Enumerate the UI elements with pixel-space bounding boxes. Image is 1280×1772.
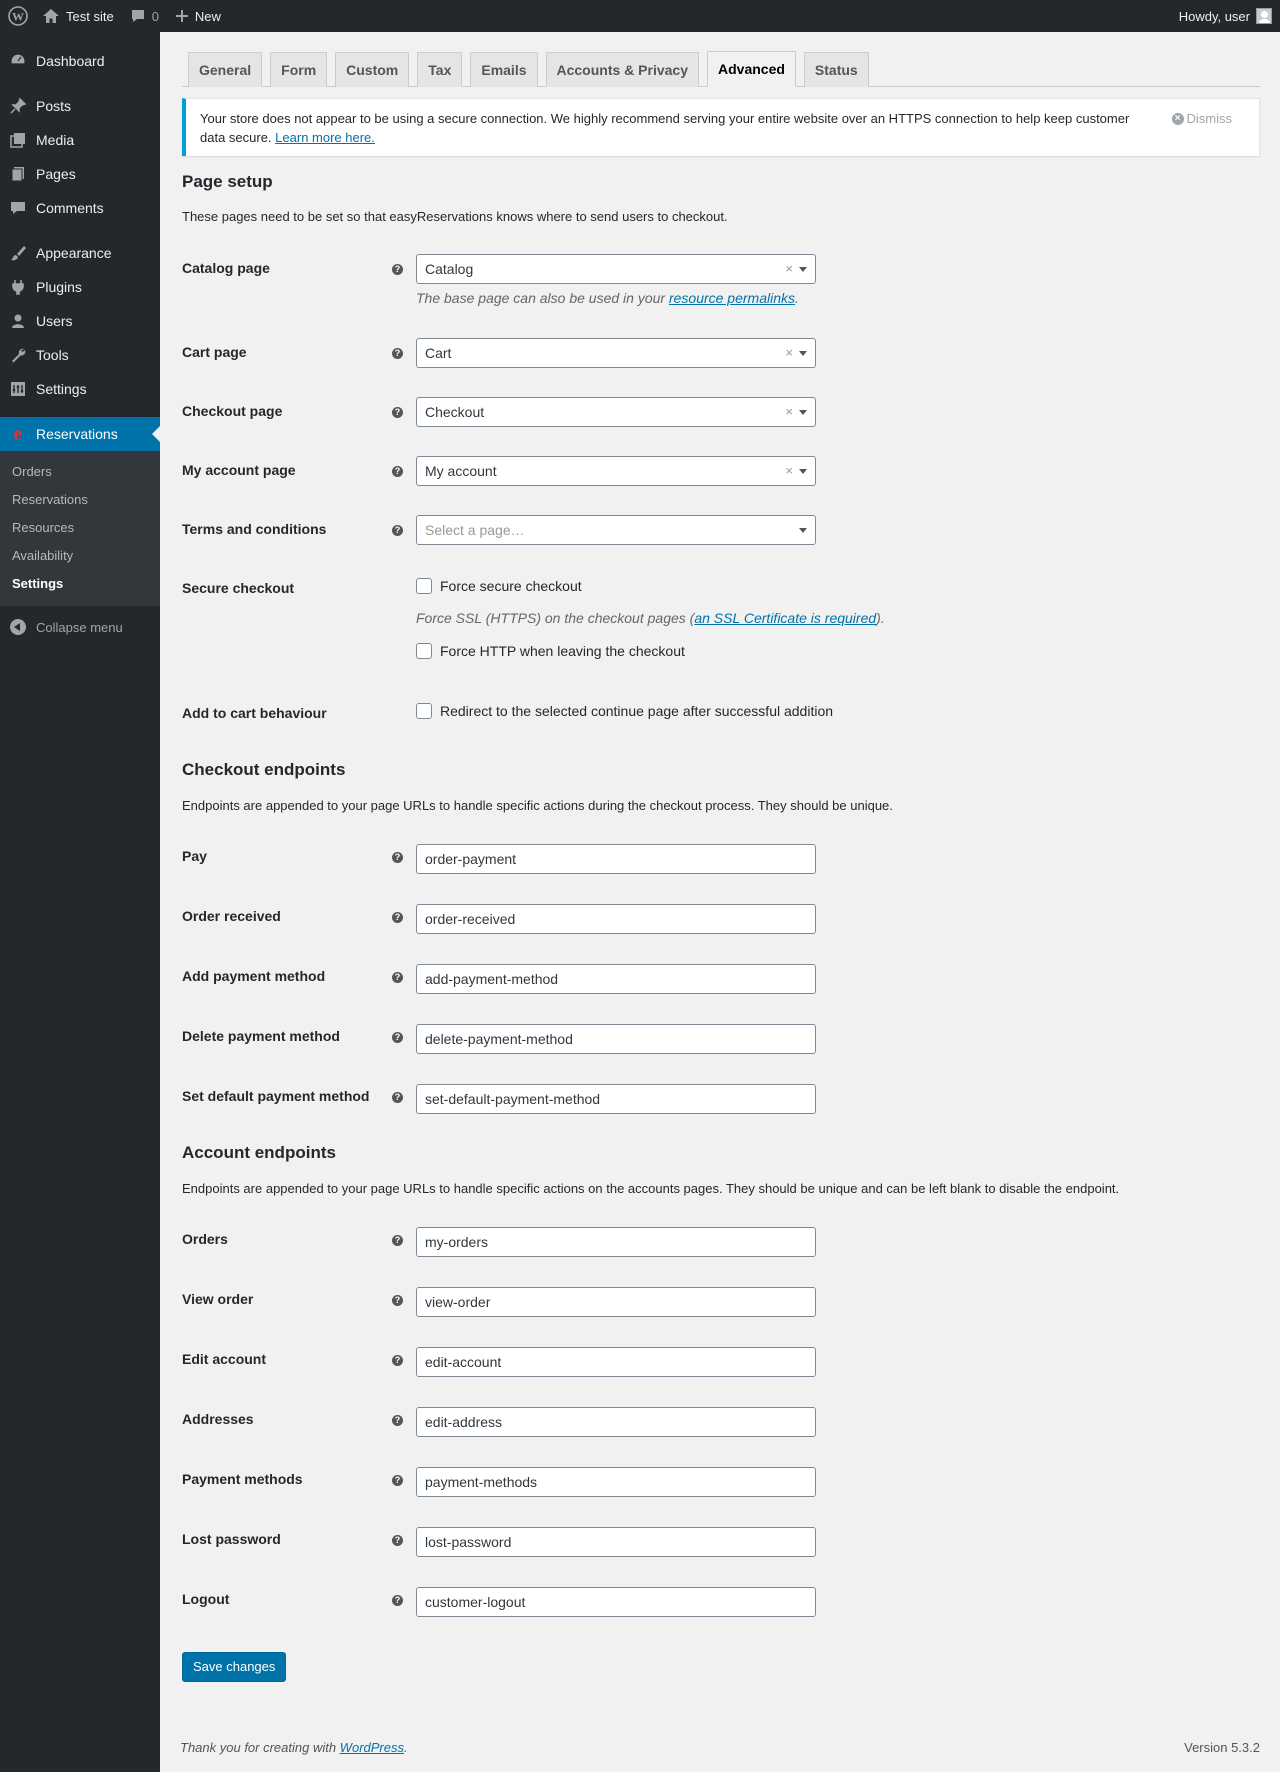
settings-form [182, 32, 1260, 1732]
tab-custom[interactable]: Custom [335, 52, 409, 87]
submenu-item-settings[interactable]: Settings [12, 576, 64, 591]
endpoint-order-received-input[interactable]: order-received [416, 904, 816, 934]
page-icon [8, 164, 28, 184]
avatar [1256, 8, 1272, 24]
endpoint-logout-input[interactable]: customer-logout [416, 1587, 816, 1617]
endpoint-view-order-input[interactable]: view-order [416, 1287, 816, 1317]
help-icon[interactable]: ? [392, 1032, 403, 1043]
sidebar-item-appearance[interactable] [0, 236, 160, 270]
help-icon[interactable]: ? [392, 466, 403, 477]
catalog-page-value: Catalog [425, 261, 474, 277]
notice-text: Your store does not appear to be using a secure connection. We highly recommend serving your entire website over an HTTPS connection to help keep customer data secure. [200, 111, 1130, 145]
save-changes-button[interactable]: Save changes [182, 1652, 286, 1682]
cart-page-label: Cart page [182, 344, 247, 360]
terms-page-select[interactable] [416, 515, 816, 545]
collapse-label: Collapse menu [36, 619, 123, 635]
catalog-page-label: Catalog page [182, 260, 270, 276]
sidebar-item-label: Comments [36, 200, 104, 216]
force-secure-label: Force secure checkout [440, 578, 582, 594]
myaccount-page-label: My account page [182, 462, 296, 478]
clear-icon[interactable]: × [785, 404, 793, 419]
endpoint-label: View order [182, 1291, 254, 1307]
account-endpoints-heading: Account endpoints [182, 1143, 336, 1162]
comments-count: 0 [151, 8, 159, 24]
chevron-down-icon [799, 351, 807, 356]
help-icon[interactable]: ? [392, 264, 403, 275]
help-icon[interactable]: ? [392, 525, 403, 536]
endpoint-edit-account-input[interactable]: edit-account [416, 1347, 816, 1377]
help-icon[interactable]: ? [392, 1595, 403, 1606]
comment-icon [8, 198, 28, 218]
submenu-item-availability[interactable]: Availability [12, 548, 74, 563]
endpoint-label: Orders [182, 1231, 228, 1247]
cart-page-select[interactable] [416, 338, 816, 368]
learn-more-link[interactable]: Learn more here. [275, 130, 375, 145]
dashboard-icon [8, 51, 28, 71]
help-icon[interactable]: ? [392, 1235, 403, 1246]
clear-icon[interactable]: × [785, 345, 793, 360]
chevron-down-icon [799, 410, 807, 415]
redirect-checkbox-row[interactable] [416, 703, 833, 719]
submenu-item-reservations[interactable]: Reservations [12, 492, 88, 507]
main-content [182, 32, 1260, 1674]
checkout-endpoints-heading: Checkout endpoints [182, 760, 346, 779]
wrench-icon [8, 345, 28, 365]
help-icon[interactable]: ? [392, 912, 403, 923]
terms-placeholder: Select a page… [425, 522, 525, 538]
user-icon [8, 311, 28, 331]
submenu-item-orders[interactable]: Orders [12, 464, 52, 479]
new-content-link[interactable] [167, 0, 229, 32]
ssl-hint [416, 610, 885, 626]
clear-icon[interactable]: × [785, 463, 793, 478]
dismiss-label: Dismiss [1186, 111, 1232, 126]
cart-page-value: Cart [425, 345, 452, 361]
endpoint-add-payment-method-input[interactable]: add-payment-method [416, 964, 816, 994]
sidebar-item-label: Tools [36, 347, 69, 363]
sidebar-item-pages[interactable] [0, 157, 160, 191]
version-text: Version 5.3.2 [1184, 1740, 1260, 1755]
tab-tax[interactable]: Tax [417, 52, 462, 87]
endpoint-payment-methods-input[interactable]: payment-methods [416, 1467, 816, 1497]
plus-icon [175, 9, 189, 23]
tab-emails[interactable]: Emails [470, 52, 537, 87]
sidebar-item-comments[interactable] [0, 191, 160, 225]
thanks-end: . [404, 1740, 408, 1755]
endpoint-label: Delete payment method [182, 1028, 340, 1044]
sidebar-item-posts[interactable] [0, 89, 160, 123]
account-menu[interactable] [1171, 0, 1280, 32]
help-icon[interactable]: ? [392, 1535, 403, 1546]
catalog-hint-end: . [795, 290, 799, 306]
howdy-text: Howdy, user [1178, 8, 1250, 24]
tab-accounts-privacy[interactable]: Accounts & Privacy [546, 52, 700, 87]
sidebar-item-media[interactable] [0, 123, 160, 157]
tab-general[interactable]: General [188, 52, 262, 87]
sidebar-item-label: Settings [36, 381, 87, 397]
ssl-hint-text: Force SSL (HTTPS) on the checkout pages ( [416, 610, 695, 626]
endpoint-addresses-input[interactable]: edit-address [416, 1407, 816, 1437]
endpoint-label: Edit account [182, 1351, 267, 1367]
endpoint-label: Addresses [182, 1411, 254, 1427]
comment-icon [130, 8, 146, 24]
clear-icon[interactable]: × [785, 261, 793, 276]
endpoint-label: Add payment method [182, 968, 326, 984]
wordpress-logo-icon[interactable] [2, 0, 34, 32]
brush-icon [8, 243, 28, 263]
reservations-submenu [0, 451, 160, 606]
force-http-checkbox-row[interactable] [416, 643, 685, 659]
easy-icon: e [13, 422, 23, 445]
ssl-hint-end: ). [876, 610, 885, 626]
endpoint-set-default-payment-method-input[interactable]: set-default-payment-method [416, 1084, 816, 1114]
checkout-page-select[interactable] [416, 397, 816, 427]
help-icon[interactable]: ? [392, 852, 403, 863]
endpoint-lost-password-input[interactable]: lost-password [416, 1527, 816, 1557]
tab-form[interactable]: Form [270, 52, 327, 87]
force-secure-checkbox-row[interactable] [416, 578, 582, 594]
sidebar-item-reservations[interactable] [0, 417, 160, 451]
new-label: New [194, 8, 221, 24]
home-icon [42, 8, 60, 24]
sidebar-item-label: Plugins [36, 279, 82, 295]
help-icon[interactable]: ? [392, 972, 403, 983]
footer-thanks [180, 1740, 408, 1755]
sidebar-item-label: Users [36, 313, 73, 329]
myaccount-page-value: My account [425, 463, 497, 479]
sidebar-item-tools[interactable] [0, 338, 160, 372]
help-icon[interactable]: ? [392, 1355, 403, 1366]
sidebar-item-plugins[interactable] [0, 270, 160, 304]
site-name: Test site [66, 8, 114, 24]
help-icon[interactable]: ? [392, 348, 403, 359]
endpoint-label: Payment methods [182, 1471, 303, 1487]
checkout-page-label: Checkout page [182, 403, 283, 419]
comments-link[interactable] [122, 0, 167, 32]
site-name-link[interactable] [34, 0, 122, 32]
catalog-hint-text: The base page can also be used in your [416, 290, 666, 306]
thanks-text: Thank you for creating with [180, 1740, 337, 1755]
chevron-down-icon [799, 267, 807, 272]
sidebar-item-users[interactable] [0, 304, 160, 338]
settings-icon [8, 379, 28, 399]
endpoint-label: Pay [182, 848, 207, 864]
chevron-down-icon [799, 469, 807, 474]
secure-checkout-label: Secure checkout [182, 580, 295, 596]
help-icon[interactable]: ? [392, 1475, 403, 1486]
collapse-menu-button[interactable] [0, 610, 160, 644]
wordpress-link[interactable]: WordPress [339, 1740, 404, 1755]
sidebar-item-label: Media [36, 132, 75, 148]
endpoint-label: Set default payment method [182, 1088, 370, 1104]
resource-permalinks-link[interactable]: resource permalinks [668, 290, 796, 306]
sidebar-item-label: Dashboard [36, 53, 105, 69]
myaccount-page-select[interactable] [416, 456, 816, 486]
terms-page-label: Terms and conditions [182, 521, 327, 537]
force-http-label: Force HTTP when leaving the checkout [440, 643, 685, 659]
close-icon: × [1172, 113, 1184, 125]
plug-icon [8, 277, 28, 297]
admin-bar [0, 0, 1280, 32]
chevron-down-icon [799, 528, 807, 533]
endpoint-delete-payment-method-input[interactable]: delete-payment-method [416, 1024, 816, 1054]
sidebar-item-label: Pages [36, 166, 76, 182]
collapse-arrow-icon [10, 619, 26, 635]
account-endpoints-description: Endpoints are appended to your page URLs to handle specific actions on the accounts pages. They should be unique and can be left blank to disable the endpoint. [182, 1181, 1120, 1196]
admin-sidebar [0, 32, 160, 1772]
help-icon[interactable]: ? [392, 1295, 403, 1306]
endpoint-orders-input[interactable]: my-orders [416, 1227, 816, 1257]
endpoint-label: Lost password [182, 1531, 281, 1547]
sidebar-item-settings[interactable] [0, 372, 160, 406]
force-http-checkbox[interactable] [416, 643, 432, 659]
sidebar-item-label: Posts [36, 98, 72, 114]
checkout-endpoints-description: Endpoints are appended to your page URLs to handle specific actions during the checkout process. They should be unique. [182, 798, 893, 813]
force-secure-checkbox[interactable] [416, 578, 432, 594]
help-icon[interactable]: ? [392, 407, 403, 418]
redirect-label: Redirect to the selected continue page after successful addition [440, 703, 834, 719]
checkout-page-value: Checkout [425, 404, 485, 420]
catalog-page-select[interactable] [416, 254, 816, 284]
add-to-cart-label: Add to cart behaviour [182, 705, 327, 721]
help-icon[interactable]: ? [392, 1092, 403, 1103]
pin-icon [8, 96, 28, 116]
sidebar-item-dashboard[interactable] [0, 44, 160, 78]
endpoint-label: Order received [182, 908, 281, 924]
catalog-page-hint [416, 290, 799, 306]
tab-status[interactable]: Status [804, 52, 869, 87]
redirect-checkbox[interactable] [416, 703, 432, 719]
endpoint-label: Logout [182, 1591, 230, 1607]
tab-advanced[interactable]: Advanced [707, 51, 796, 87]
svg-text:W: W [12, 9, 24, 24]
ssl-certificate-link[interactable]: an SSL Certificate is required [694, 610, 877, 626]
page-setup-description: These pages need to be set so that easyReservations knows where to send users to checkout. [182, 209, 728, 224]
endpoint-pay-input[interactable]: order-payment [416, 844, 816, 874]
page-setup-heading: Page setup [182, 172, 273, 191]
sidebar-item-label: Reservations [36, 426, 118, 442]
media-icon [8, 130, 28, 150]
help-icon[interactable]: ? [392, 1415, 403, 1426]
submenu-item-resources[interactable]: Resources [12, 520, 75, 535]
sidebar-item-label: Appearance [36, 245, 112, 261]
